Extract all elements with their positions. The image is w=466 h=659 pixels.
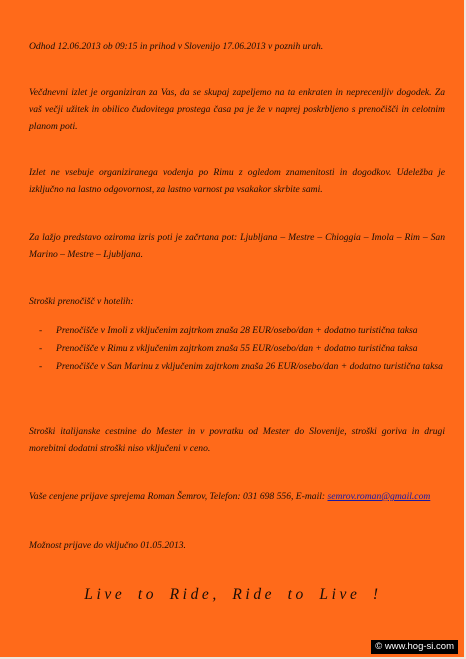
registration-text xyxy=(29,488,445,505)
slogan: Live to Ride, Ride to Live ! xyxy=(84,586,382,603)
departure-text: Odhod 12.06.2013 ob 09:15 in prihod v Slovenijo 17.06.2013 v poznih urah. xyxy=(29,41,324,52)
guidance-text: Izlet ne vsebuje organiziranega vodenja po Rimu z ogledom znamenitosti in dogodkov. Udeležba je izključno na lastno odgovornost, za lastno varnost pa vsakakor skrbite sami. xyxy=(29,167,445,195)
list-item xyxy=(29,322,445,339)
hotel-list xyxy=(29,322,445,376)
hotel-imola: Prenočišče v Imoli z vključenim zajtrkom znaša 28 EUR/osebo/dan + dodatno turistična taksa xyxy=(56,325,418,336)
list-item xyxy=(29,340,445,357)
list-item xyxy=(29,358,445,375)
deadline-text: Možnost prijave do vključno 01.05.2013. xyxy=(29,540,186,551)
trip-info-text: Večdnevni izlet je organiziran za Vas, da se skupaj zapeljemo na ta enkraten in neprecenljiv dogodek. Za vaš večji užitek in obilico čudovitega prostega časa pa je že v naprej poskrbljeno s prenočišči in celotnim planom poti. xyxy=(29,87,445,132)
bullet-dash: - xyxy=(39,361,43,372)
tolls-text: Stroški italijanske cestnine do Mester in v povratku od Mester do Slovenije, stroški goriva in drugi morebitni dodatni stroški niso vključeni v ceno. xyxy=(29,426,445,454)
bullet-dash: - xyxy=(39,325,43,336)
hotel-rim: Prenočišče v Rimu z vključenim zajtrkom znaša 55 EUR/osebo/dan + dodatno turistična taksa xyxy=(56,343,418,354)
bullet-dash: - xyxy=(39,343,43,354)
hotel-costs-heading: Stroški prenočišč v hotelih: xyxy=(29,296,134,307)
copyright-footer: © www.hog-si.com xyxy=(371,640,458,654)
route-text: Za lažjo predstavo oziroma izris poti je začrtana pot: Ljubljana – Mestre – Chioggia – Imola – Rim – San Marino – Mestre – Ljubljana. xyxy=(29,232,445,260)
registration-prefix: Vaše cenjene prijave sprejema Roman Šemrov, Telefon: 031 698 556, E-mail: xyxy=(29,491,328,502)
hotel-san-marino: Prenočišče v San Marinu z vključenim zajtrkom znaša 26 EUR/osebo/dan + dodatno turistična taksa xyxy=(56,361,443,372)
email-link[interactable]: semrov.roman@gmail.com xyxy=(327,491,431,502)
